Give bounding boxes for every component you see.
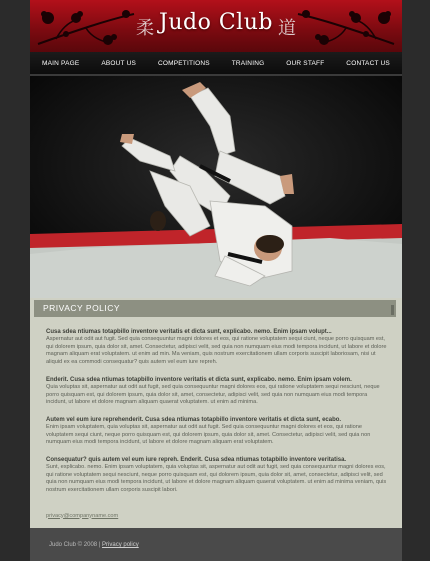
- section-title-bar: [34, 300, 396, 317]
- paragraph-heading: Cusa sdea ntiumas totapbillo inventore veritatis et dicta sunt, explicabo. nemo. Enim ipsam volupt...: [46, 329, 332, 335]
- nav-our-staff[interactable]: OUR STAFF: [286, 59, 325, 67]
- privacy-policy-section: [30, 298, 402, 528]
- main-navigation: [30, 52, 402, 74]
- nav-training[interactable]: TRAINING: [231, 59, 265, 67]
- policy-paragraph: [46, 376, 388, 407]
- privacy-email-link[interactable]: privacy@companyname.com: [46, 512, 119, 519]
- kanji-left: 柔: [136, 18, 154, 39]
- policy-paragraph: [46, 456, 388, 495]
- copyright-text: Judo Club © 2008: [49, 542, 98, 548]
- hero-judo-photo: [30, 76, 402, 298]
- nav-competitions[interactable]: COMPETITIONS: [157, 59, 210, 67]
- scrollbar-marker[interactable]: [391, 305, 394, 315]
- policy-paragraph: [46, 328, 388, 367]
- site-header: [30, 0, 402, 52]
- page-title: PRIVACY POLICY: [43, 303, 121, 313]
- paragraph-body: Enim ipsam voluptatem, quia voluptas sit, aspernatur aut odit aut fugit. Sed quia consequuntur magni dolores et eos, qui ratione voluptatem sequi ciunt, neque porro quisquam est, qui dolorem ipsum, quia dolor sit, amet. Consectetur, adipisci velit, sed quia non numquam eius modi tempora incidunt, ut labore et dolore magnam aliquam erat voluptatem.: [46, 424, 371, 446]
- site-footer: [30, 528, 402, 561]
- page-container: [30, 0, 402, 561]
- privacy-policy-link[interactable]: Privacy policy: [102, 542, 139, 548]
- cherry-blossom-branch-icon: [296, 4, 396, 50]
- nav-about-us[interactable]: ABOUT US: [101, 59, 137, 67]
- paragraph-body: Quia voluptas sit, aspernatur aut odit aut fugit, sed quia consequuntur magni dolores eos, qui ratione voluptatem sequi nesciunt, neque porro quisquam est, qui dolorem ipsum, quia dolor sit, amet, consectetur, adipisci velit, sed quia non numquam eius modi tempora incidunt, ut labore et dolore magnam aliquam quaerat voluptatem. ut enim ad minima.: [46, 383, 380, 406]
- paragraph-heading: Consequatur? quis autem vel eum iure repreh. Enderit. Cusa sdea ntiumas totapbillo inventore veritatisa.: [46, 456, 347, 463]
- footer-separator: |: [98, 542, 101, 548]
- judo-throw-illustration: [30, 76, 402, 298]
- paragraph-body: Sunt, explicabo. nemo. Enim ipsam voluptatem, quia voluptas sit, aspernatur aut odit aut fugit, sed quia consequuntur magni dolores eos, qui ratione voluptatem sequi nesciunt, neque porro quisquam est, qui dolorem ipsum, quia dolor sit, amet, consectetur, adipisci velit, sed quia non numquam eius modi tempora incidunt, ut labore et dolore magnam aliquam quaerat voluptatem. ut enim ad minima veniam, quis nostrum exercitationem ullam corporis suscipit labori.: [46, 464, 387, 493]
- footer-text: [49, 542, 139, 548]
- kanji-right: 道: [278, 18, 296, 39]
- nav-contact-us[interactable]: CONTACT US: [346, 59, 390, 67]
- policy-text: [46, 328, 388, 522]
- paragraph-heading: Enderit. Cusa sdea ntiumas totapbillo inventore veritatis et dicta sunt, explicabo. nemo. Enim ipsam volem.: [46, 376, 352, 383]
- nav-main-page[interactable]: MAIN PAGE: [42, 59, 80, 67]
- paragraph-heading: Autem vel eum iure reprehenderit. Cusa sdea ntiumas totapbillo inventore veritatis et dicta sunt, ecabo.: [46, 416, 342, 423]
- paragraph-body: Aspernatur aut odit aut fugit. Sed quia consequuntur magni dolores et eos, qui ratione voluptatem sequi ciunt, neque porro quisquam est, qui dolorem ipsum, quia dolor sit, amet. Consectetur, adipisci velit, sed quia non numquam eius modi tempora incidunt, ut labore et dolore magnam aliquam erat voluptatem. ut enim ad min. Ma veniam, quis nostrum exercitationem ullam corporis suscipit laboriosam, nisi ut aliquid ex ea commodi consequatur? quis autem vel eum iure repreh.: [46, 336, 387, 366]
- policy-paragraph: [46, 416, 388, 447]
- site-logo[interactable]: Judo Club: [159, 10, 273, 35]
